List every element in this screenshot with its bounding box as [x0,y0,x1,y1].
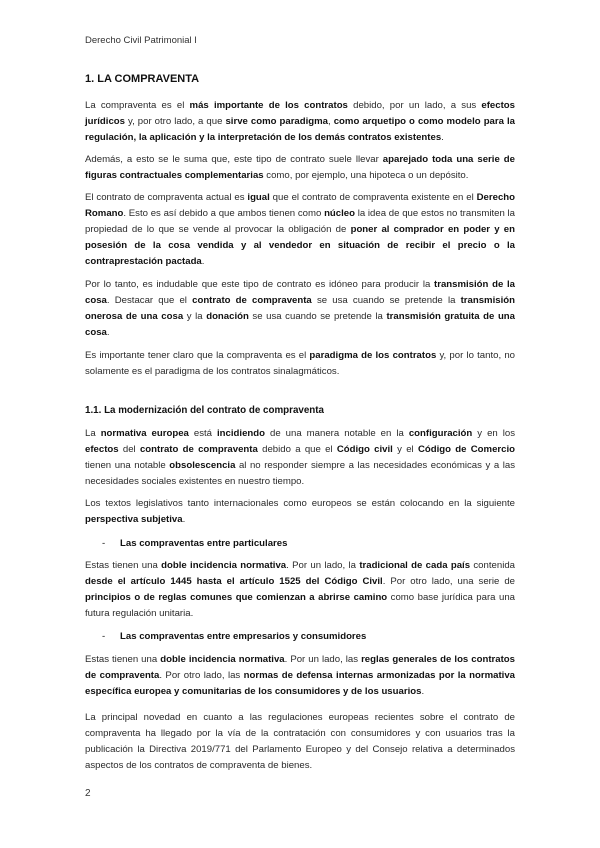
bold-term: transmisión gratuita de una cosa [85,311,516,338]
page-number: 2 [85,788,91,799]
running-header: Derecho Civil Patrimonial I [85,35,197,46]
section-title: 1. LA COMPRAVENTA [85,73,200,85]
bold-term: reglas generales de los contratos de compraventa [85,654,515,681]
bold-term: contrato de compraventa [139,444,258,455]
bold-term: doble incidencia normativa [161,560,287,571]
bold-term: transmisión onerosa de una cosa [85,295,515,322]
bold-term: donación [206,311,249,322]
paragraph-paradigm: Es importante tener claro que la compraventa es el paradigma de los contratos y, por lo tanto, no solamente es el paradigma de los contratos sinalagmáticos. [85,350,515,377]
bullet-item-empresarios: - Las compraventas entre empresarios y consumidores [102,631,367,642]
bold-term: paradigma de los contratos [309,350,437,361]
bold-term: normas de defensa internas armonizadas por la normativa específica europea y comunitarias de los consumidores y de los usuarios [85,670,515,697]
bold-term: poner al comprador en poder y en posesión de la cosa vendida y al vendedor en situación de recibir el precio o la contraprestación pactada [85,224,515,267]
bold-term: núcleo [324,208,355,219]
bold-term: incidiendo [217,428,265,439]
paragraph-complementary: Además, a esto se le suma que, este tipo de contrato suele llevar aparejado toda una serie de figuras contractuales complementarias como, por ejemplo, una hipoteca o un depósito. [85,154,515,181]
paragraph-european-norms: La normativa europea está incidiendo de una manera notable en la configuración y en los efectos del contrato de compraventa debido a que el Código civil y el Código de Comercio tienen una notable obsolescencia al no responder siempre a las necesidades económicas y a las necesidades sociales existentes en nuestro tiempo. [85,428,516,487]
bold-term: normativa europea [100,428,189,439]
bold-term: tradicional de cada país [359,560,471,571]
bold-term: configuración [408,428,473,439]
paragraph-particulares: Estas tienen una doble incidencia normativa. Por un lado, la tradicional de cada país contenida desde el artículo 1445 hasta el artículo 1525 del Código Civil. Por otro lado, una serie de principios o de reglas comunes que comienzan a abrirse camino como base jurídica para una futura regulación unitaria. [85,560,515,619]
bold-term: efectos [85,444,119,455]
paragraph-directive: La principal novedad en cuanto a las regulaciones europeas recientes sobre el contrato de compraventa ha llegado por la vía de la contratación con consumidores y con usuarios tras la publicación la Directiva 2019/771 del Parlamento Europeo y del Consejo relativa a determinados aspectos de los contratos de compraventa de bienes. [85,712,515,771]
paragraph-intro: La compraventa es el más importante de los contratos debido, por un lado, a sus efectos jurídicos y, por otro lado, a que sirve como paradigma, como arquetipo o como modelo para la regulación, la aplicación y la interpretación de los demás contratos existentes. [85,100,515,143]
bold-term: transmisión de la cosa [85,279,516,306]
subsection-title: 1.1. La modernización del contrato de compraventa [85,405,324,416]
bold-term: Código de Comercio [417,444,515,455]
bold-term: obsolescencia [169,460,236,471]
bold-term: aparejado toda una serie de figuras contractuales complementarias [85,154,515,181]
bold-term: como arquetipo o como modelo para la regulación, la aplicación y la interpretación de los demás contratos existentes [85,116,515,143]
bullet-label: Las compraventas entre empresarios y consumidores [120,631,367,642]
paragraph-empresarios: Estas tienen una doble incidencia normativa. Por un lado, las reglas generales de los contratos de compraventa. Por otro lado, las normas de defensa internas armonizadas por la normativa específica europea y comunitarias de los consumidores y de los usuarios. [85,654,515,697]
paragraph-transmission: Por lo tanto, es indudable que este tipo de contrato es idóneo para producir la transmisión de la cosa. Destacar que el contrato de compraventa se usa cuando se pretende la transmisión onerosa de una cosa y la donación se usa cuando se pretende la transmisión gratuita de una cosa. [85,279,516,338]
bold-term: igual [247,192,270,203]
bold-term: sirve como paradigma [225,116,329,127]
bold-term: Código civil [336,444,393,455]
bold-term: doble incidencia normativa [160,654,285,665]
bullet-item-particulares: - Las compraventas entre particulares [102,538,288,549]
bold-term: perspectiva subjetiva [85,514,183,525]
paragraph-roman-law: El contrato de compraventa actual es igual que el contrato de compraventa existente en el Derecho Romano. Esto es así debido a que ambos tienen como núcleo la idea de que estos no transmiten la propiedad de lo que se vende al provocar la obligación de poner al comprador en poder y en posesión de la cosa vendida y al vendedor en situación de recibir el precio o la contraprestación pactada. [85,192,515,267]
bold-term: efectos jurídicos [85,100,515,127]
paragraph-legislative-texts: Los textos legislativos tanto internacionales como europeos se están colocando en la siguiente perspectiva subjetiva. [85,498,515,525]
bold-term: contrato de compraventa [192,295,312,306]
bold-term: más importante de los contratos [189,100,348,111]
bold-term: Derecho Romano [85,192,515,219]
bold-term: principios o de reglas comunes que comienzan a abrirse camino [85,592,388,603]
bullet-label: Las compraventas entre particulares [120,538,288,549]
bold-term: desde el artículo 1445 hasta el artículo 1525 del Código Civil [85,576,383,587]
